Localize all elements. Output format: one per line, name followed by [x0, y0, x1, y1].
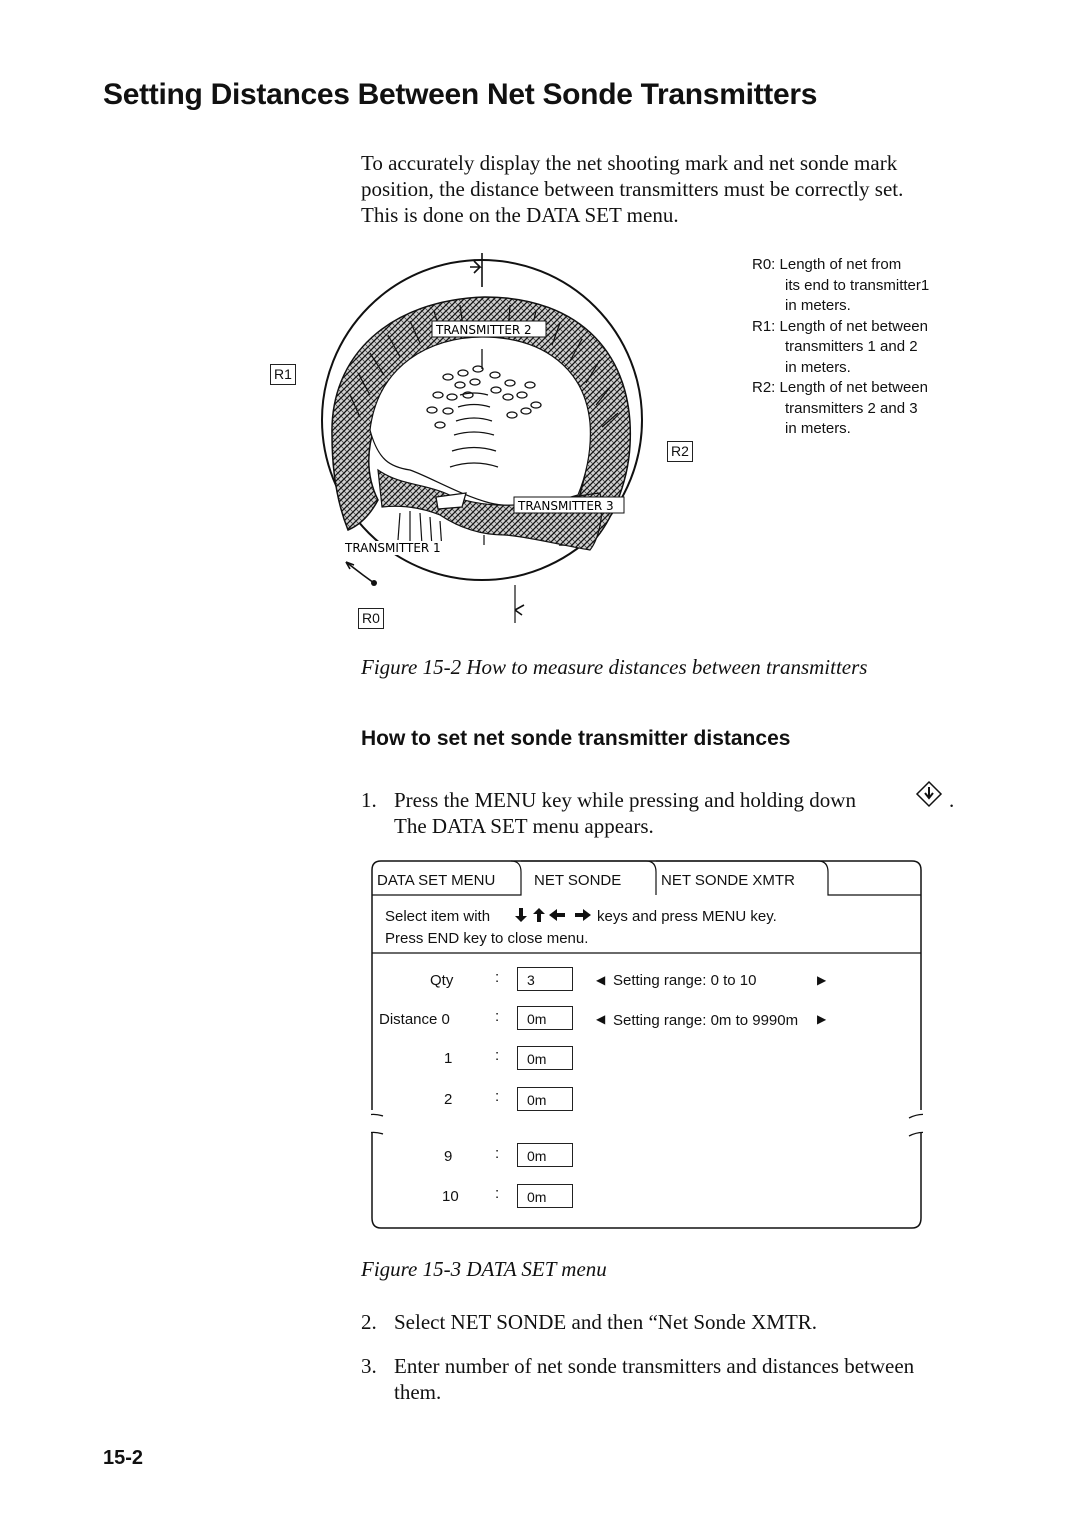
distance-10-field[interactable]: 0m [517, 1184, 573, 1208]
step-3-line-2: them. [394, 1380, 442, 1404]
transmitter-2-label: TRANSMITTER 2 [436, 323, 532, 337]
down-arrow-key-icon [914, 779, 944, 809]
intro-line-2: position, the distance between transmitters must be correctly set. [361, 177, 904, 201]
legend-r2-line-3: in meters. [785, 420, 851, 437]
qty-label: Qty [430, 972, 454, 989]
distance-0-label: Distance 0 [379, 1011, 450, 1028]
step-3 [361, 1353, 961, 1409]
distance-9-label: 9 [444, 1148, 453, 1165]
step-2 [361, 1309, 961, 1337]
distance-10-label: 10 [442, 1188, 459, 1205]
increase-arrow-icon[interactable]: ▶ [817, 973, 827, 987]
instruction-suffix: keys and press MENU key. [597, 908, 777, 925]
distance-2-label: 2 [444, 1091, 453, 1108]
r2-label: R2 [667, 441, 693, 462]
legend-r0-line-2: its end to transmitter1 [785, 276, 930, 294]
distance-0-colon: : [495, 1008, 500, 1025]
step-3-line-1: Enter number of net sonde transmitters and distances between [394, 1354, 915, 1378]
legend-r0-line-3: in meters. [785, 297, 851, 314]
step-1-line-2: The DATA SET menu appears. [394, 814, 654, 838]
net-diagram-figure [260, 245, 710, 635]
legend-r0-line-1: R0: Length of net from [752, 256, 902, 273]
step-1: 1. Press the MENU key while pressing and holding down . The DATA SET menu appears. [361, 787, 961, 843]
page-title: Setting Distances Between Net Sonde Transmitters [103, 78, 818, 111]
transmitter-1-label: TRANSMITTER 1 [345, 541, 441, 555]
figure-caption-15-3: Figure 15-3 DATA SET menu [361, 1257, 607, 1281]
distance-0-field[interactable]: 0m [517, 1006, 573, 1030]
legend-r1-line-1: R1: Length of net between [752, 317, 928, 335]
legend-r2-line-1: R2: Length of net between [752, 379, 928, 396]
distance-2-field[interactable]: 0m [517, 1087, 573, 1111]
page-number: 15-2 [103, 1447, 144, 1469]
legend-r1-line-3: in meters. [785, 358, 851, 376]
tab-net-sonde-xmtr[interactable]: NET SONDE XMTR [661, 872, 795, 889]
legend-r1-line-2: transmitters 1 and 2 [785, 338, 918, 355]
distance-range: Setting range: 0m to 9990m [613, 1012, 799, 1029]
arrow-keys-icon [513, 906, 595, 924]
intro-line-3: This is done on the DATA SET menu. [361, 203, 679, 227]
qty-colon: : [495, 969, 500, 986]
r0-label: R0 [358, 608, 384, 629]
increase-arrow-icon[interactable]: ▶ [817, 1012, 827, 1026]
distance-2-colon: : [495, 1088, 500, 1105]
tab-data-set-menu[interactable]: DATA SET MENU [377, 872, 496, 889]
step-2-text: Select NET SONDE and then “Net Sonde XMTR. [394, 1310, 818, 1334]
r1-label: R1 [270, 364, 296, 385]
decrease-arrow-icon[interactable]: ◀ [596, 1012, 606, 1026]
distance-1-field[interactable]: 0m [517, 1046, 573, 1070]
distance-10-colon: : [495, 1185, 500, 1202]
distance-1-label: 1 [444, 1050, 453, 1067]
intro-paragraph [361, 150, 961, 228]
instruction-prefix: Select item with [385, 908, 491, 925]
figure-legend [752, 255, 929, 440]
legend-r2-line-2: transmitters 2 and 3 [785, 399, 918, 417]
tab-net-sonde[interactable]: NET SONDE [534, 872, 622, 889]
step-1-number: 1. [361, 788, 377, 812]
intro-line-1: To accurately display the net shooting mark and net sonde mark [361, 151, 898, 175]
decrease-arrow-icon[interactable]: ◀ [596, 973, 606, 987]
qty-range: Setting range: 0 to 10 [613, 972, 757, 989]
step-2-number: 2. [361, 1310, 377, 1334]
distance-9-field[interactable]: 0m [517, 1143, 573, 1167]
data-set-menu [371, 860, 921, 1230]
step-3-number: 3. [361, 1354, 377, 1378]
instruction-line-2: Press END key to close menu. [385, 930, 589, 947]
step-1-line-1: Press the MENU key while pressing and holding down [394, 788, 856, 812]
qty-field[interactable]: 3 [517, 967, 573, 991]
distance-1-colon: : [495, 1047, 500, 1064]
transmitter-3-label: TRANSMITTER 3 [518, 499, 614, 513]
distance-9-colon: : [495, 1145, 500, 1162]
section-heading: How to set net sonde transmitter distances [361, 727, 791, 750]
figure-caption-15-2: Figure 15-2 How to measure distances between transmitters [361, 655, 868, 679]
